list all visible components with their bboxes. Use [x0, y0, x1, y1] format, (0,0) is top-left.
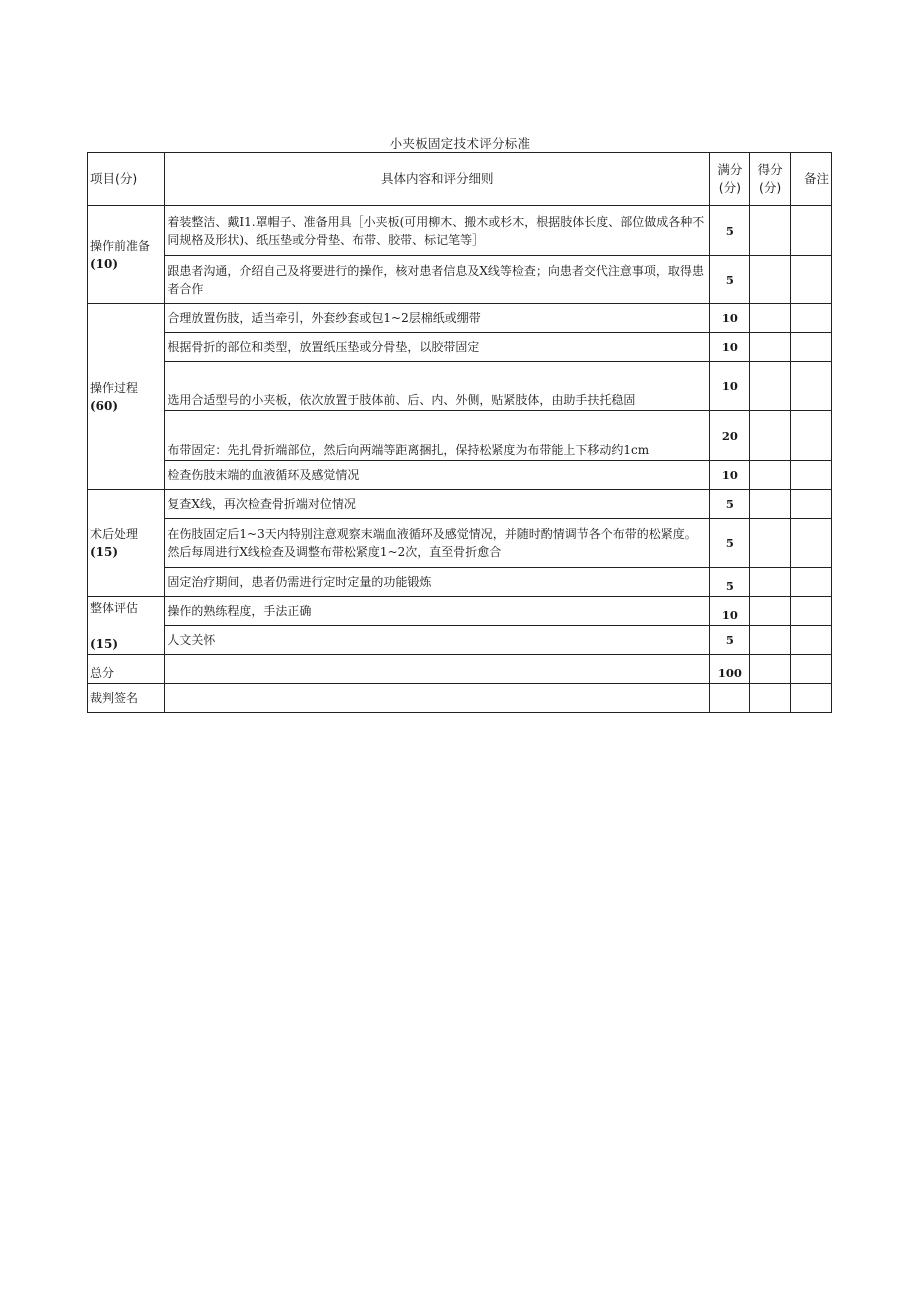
- row-full-score: 5: [710, 568, 750, 597]
- total-row: [88, 655, 832, 684]
- row-obtained-score[interactable]: [750, 568, 790, 597]
- judge-cell: [750, 684, 790, 713]
- row-content: 着装整洁、戴I1.罩帽子、准备用具［小夹板(可用柳木、搬木或杉木，根据肢体长度、部位做成各种不同规格及形状)、纸压垫或分骨垫、布带、胶带、标记笔等］: [165, 206, 710, 256]
- table-row: [88, 519, 832, 568]
- row-obtained-score[interactable]: [750, 597, 790, 626]
- row-note[interactable]: [790, 206, 831, 256]
- row-obtained-score[interactable]: [750, 333, 790, 362]
- row-note[interactable]: [790, 411, 831, 461]
- row-note[interactable]: [790, 362, 831, 411]
- judge-cell: [710, 684, 750, 713]
- row-note[interactable]: [790, 461, 831, 490]
- total-obtained-score[interactable]: [750, 655, 790, 684]
- table-row: [88, 461, 832, 490]
- total-full-score: 100: [710, 655, 750, 684]
- section-post-label: 术后处理(15): [88, 490, 165, 597]
- row-obtained-score[interactable]: [750, 490, 790, 519]
- row-obtained-score[interactable]: [750, 411, 790, 461]
- section-prep-label: 操作前准备 (10): [88, 206, 165, 304]
- row-content: 选用合适型号的小夹板，依次放置于肢体前、后、内、外侧，贴紧肢体，由助手扶托稳固: [165, 362, 710, 411]
- row-content: 检查伤肢末端的血液循环及感觉情况: [165, 461, 710, 490]
- row-full-score: 20: [710, 411, 750, 461]
- row-content: 根据骨折的部位和类型，放置纸压垫或分骨垫，以胶带固定: [165, 333, 710, 362]
- row-full-score: 10: [710, 333, 750, 362]
- row-full-score: 5: [710, 490, 750, 519]
- row-content: 合理放置伤肢，适当牵引，外套纱套或包1~2层棉纸或绷带: [165, 304, 710, 333]
- table-row: [88, 206, 832, 256]
- header-item: 项目(分): [88, 153, 165, 206]
- total-content: [165, 655, 710, 684]
- header-note: 备注: [790, 153, 831, 206]
- row-obtained-score[interactable]: [750, 519, 790, 568]
- header-row: [88, 153, 832, 206]
- table-row: [88, 362, 832, 411]
- row-obtained-score[interactable]: [750, 304, 790, 333]
- row-obtained-score[interactable]: [750, 461, 790, 490]
- row-full-score: 10: [710, 304, 750, 333]
- document-title: 小夹板固定技术评分标准: [389, 136, 531, 151]
- row-content: 在伤肢固定后1~3天内特别注意观察末端血液循环及感觉情况，并随时酌情调节各个布带的松紧度。然后每周进行X线检查及调整布带松紧度1~2次，直至骨折愈合: [165, 519, 710, 568]
- row-content: 复查X线，再次检查骨折端对位情况: [165, 490, 710, 519]
- row-obtained-score[interactable]: [750, 206, 790, 256]
- table-row: [88, 304, 832, 333]
- row-full-score: 5: [710, 256, 750, 304]
- table-row: [88, 411, 832, 461]
- table-row: [88, 597, 832, 626]
- judge-label: 裁判签名: [88, 684, 165, 713]
- table-row: [88, 626, 832, 655]
- section-overall-label: 整体评估 (15): [88, 597, 165, 655]
- row-content: 跟患者沟通，介绍自己及将要进行的操作，核对患者信息及X线等检查；向患者交代注意事项，取得患者合作: [165, 256, 710, 304]
- row-full-score: 5: [710, 519, 750, 568]
- total-note[interactable]: [790, 655, 831, 684]
- header-content: 具体内容和评分细则: [165, 153, 710, 206]
- row-content: 操作的熟练程度，手法正确: [165, 597, 710, 626]
- table-row: [88, 490, 832, 519]
- row-content: 人文关怀: [165, 626, 710, 655]
- judge-row: [88, 684, 832, 713]
- row-content: 布带固定：先扎骨折端部位，然后向两端等距离捆扎，保持松紧度为布带能上下移动约1cm: [165, 411, 710, 461]
- judge-cell: [790, 684, 831, 713]
- table-row: [88, 333, 832, 362]
- row-note[interactable]: [790, 256, 831, 304]
- row-full-score: 10: [710, 461, 750, 490]
- row-content: 固定治疗期间，患者仍需进行定时定量的功能锻炼: [165, 568, 710, 597]
- row-note[interactable]: [790, 333, 831, 362]
- header-full-score: 满分 (分): [710, 153, 750, 206]
- row-note[interactable]: [790, 626, 831, 655]
- table-row: [88, 568, 832, 597]
- row-full-score: 5: [710, 626, 750, 655]
- total-label: 总分: [88, 655, 165, 684]
- row-note[interactable]: [790, 490, 831, 519]
- header-obtained-score: 得分 (分): [750, 153, 790, 206]
- row-obtained-score[interactable]: [750, 626, 790, 655]
- judge-signature-field[interactable]: [165, 684, 710, 713]
- row-full-score: 5: [710, 206, 750, 256]
- row-full-score: 10: [710, 597, 750, 626]
- row-full-score: 10: [710, 362, 750, 411]
- table-row: [88, 256, 832, 304]
- row-note[interactable]: [790, 597, 831, 626]
- row-obtained-score[interactable]: [750, 362, 790, 411]
- row-note[interactable]: [790, 304, 831, 333]
- row-obtained-score[interactable]: [750, 256, 790, 304]
- scoring-table: [87, 152, 832, 713]
- row-note[interactable]: [790, 568, 831, 597]
- section-process-label: 操作过程(60): [88, 304, 165, 490]
- row-note[interactable]: [790, 519, 831, 568]
